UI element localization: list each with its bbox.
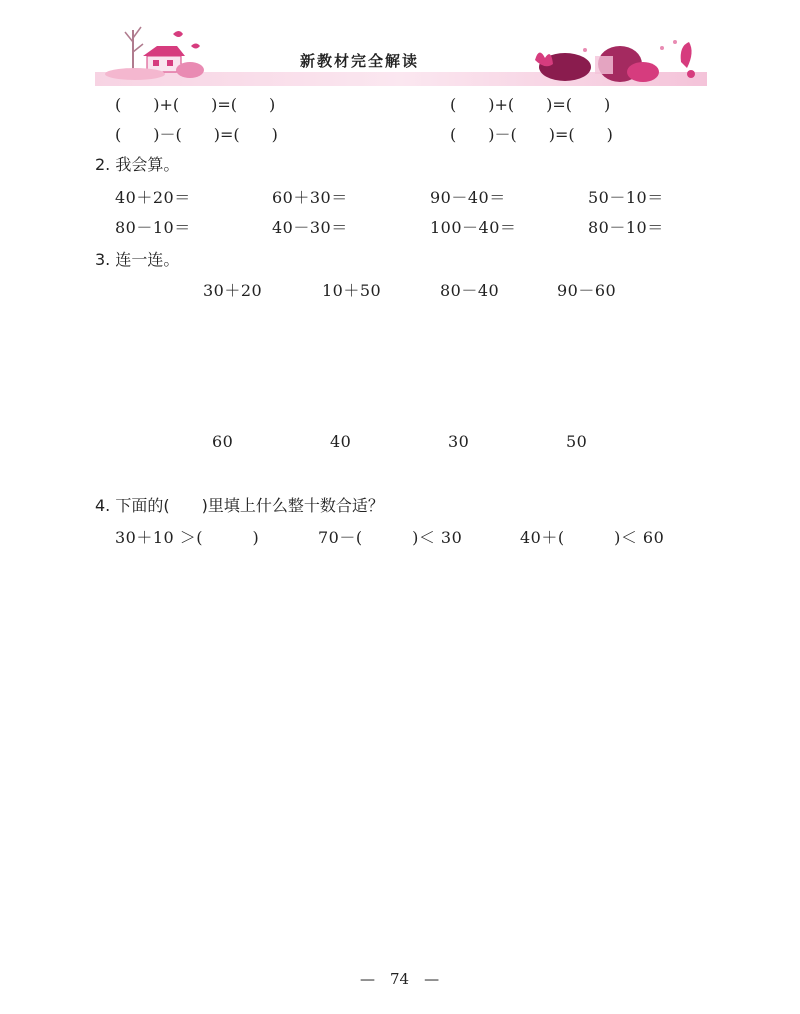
section-heading: 2. 我会算。 [95,155,180,174]
calc-item: 40＋20＝ [115,188,191,207]
match-answer[interactable]: 50 [566,432,588,451]
equation-blank[interactable]: ( )+( )=( ) [115,95,276,114]
header-title: 新教材完全解读 [300,52,420,70]
tree-icon [125,27,143,74]
section-heading: 4. 下面的( )里填上什么整十数合适？ [95,496,384,515]
match-expression[interactable]: 90－60 [557,281,617,300]
calc-item: 80－10＝ [115,218,191,237]
calc-item: 40－30＝ [272,218,348,237]
calc-item: 80－10＝ [588,218,664,237]
equation-blank[interactable]: ( )+( )=( ) [450,95,611,114]
inequality-blank[interactable]: 70－( )＜ 30 [318,528,463,547]
page-number: — 74 — [360,970,440,988]
match-expression[interactable]: 10＋50 [322,281,382,300]
match-answer[interactable]: 30 [448,432,470,451]
calc-item: 90－40＝ [430,188,506,207]
calc-item: 100－40＝ [430,218,517,237]
bird-icon [173,31,183,37]
calc-item: 50－10＝ [588,188,664,207]
equation-blank[interactable]: ( )－( )=( ) [115,125,278,144]
equation-blank[interactable]: ( )－( )=( ) [450,125,613,144]
bird-icon [191,44,200,49]
inequality-blank[interactable]: 40＋( )＜ 60 [520,528,665,547]
inequality-blank[interactable]: 30＋10 ＞( ) [115,528,260,547]
match-expression[interactable]: 30＋20 [203,281,263,300]
match-expression[interactable]: 80－40 [440,281,500,300]
calc-item: 60＋30＝ [272,188,348,207]
match-answer[interactable]: 60 [212,432,234,451]
match-answer[interactable]: 40 [330,432,352,451]
section-heading: 3. 连一连。 [95,250,180,269]
